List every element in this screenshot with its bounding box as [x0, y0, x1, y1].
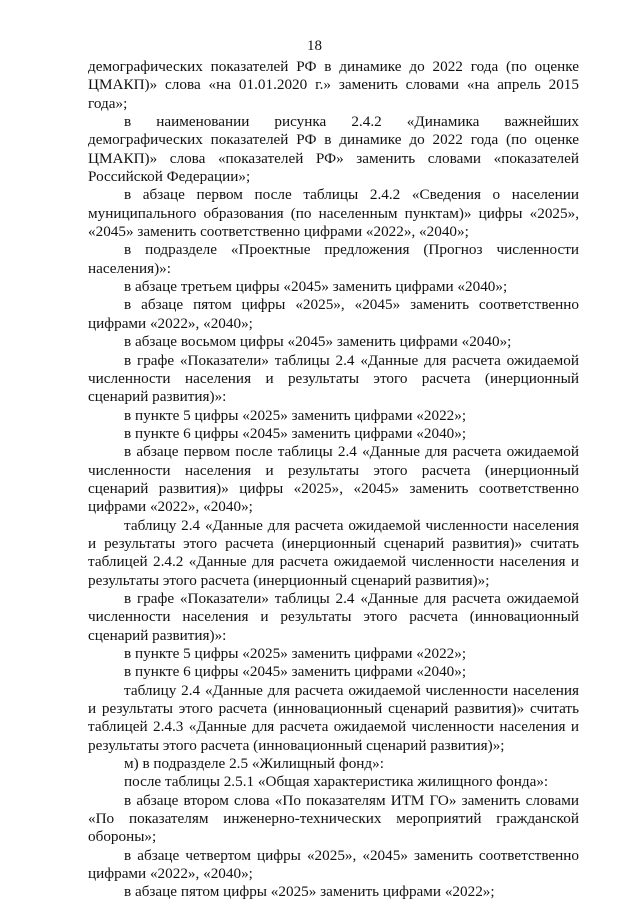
- paragraph-13: в графе «Показатели» таблицы 2.4 «Данные для расчета ожидаемой численности населения и результаты этого расчета (инновационный сценарий развития)»:: [88, 589, 579, 644]
- paragraph-3: в абзаце первом после таблицы 2.4.2 «Сведения о населении муниципального образования (по населенным пунктам)» цифры «2025», «2045» заменить соответственно цифрами «2022», «2040»;: [88, 186, 579, 241]
- paragraph-10: в пункте 6 цифры «2045» заменить цифрами «2040»;: [124, 424, 467, 442]
- paragraph-16: таблицу 2.4 «Данные для расчета ожидаемой численности населения и результаты этого расчета (инновационный сценарий развития)» считать таблицей 2.4.3 «Данные для расчета ожидаемой численности населения и результаты этого расчета (инновационный сценарий развития)»;: [88, 681, 579, 754]
- paragraph-7: в абзаце восьмом цифры «2045» заменить цифрами «2040»;: [124, 333, 512, 351]
- paragraph-20: в абзаце четвертом цифры «2025», «2045» заменить соответственно цифрами «2022», «2040»;: [88, 846, 579, 883]
- paragraph-6: в абзаце пятом цифры «2025», «2045» заменить соответственно цифрами «2022», «2040»;: [88, 296, 579, 332]
- paragraph-1: демографических показателей РФ в динамике до 2022 года (по оценке ЦМАКП)» слова «на 01.01.2020 г.» заменить словами «на апрель 2015 года»;: [88, 58, 579, 112]
- page-number: 18: [307, 38, 322, 54]
- paragraph-4: в подразделе «Проектные предложения (Прогноз численности населения)»:: [88, 241, 579, 277]
- paragraph-2: в наименовании рисунка 2.4.2 «Динамика важнейших демографических показателей РФ в динамике до 2022 года (по оценке ЦМАКП)» слова «показателей РФ» заменить словами «показателей Российской Федерации»;: [88, 113, 579, 186]
- paragraph-12: таблицу 2.4 «Данные для расчета ожидаемой численности населения и результаты этого расчета (инерционный сценарий развития)» считать таблицей 2.4.2 «Данные для расчета ожидаемой численности населения и результаты этого расчета (инерционный сценарий развития)»;: [88, 516, 579, 589]
- paragraph-11: в абзаце первом после таблицы 2.4 «Данные для расчета ожидаемой численности населения и результаты этого расчета (инерционный сценарий развития)» цифры «2025», «2045» заменить соответственно цифрами «2022», «2040»;: [88, 443, 579, 516]
- paragraph-9: в пункте 5 цифры «2025» заменить цифрами «2022»;: [124, 406, 467, 424]
- paragraph-19: в абзаце втором слова «По показателям ИТМ ГО» заменить словами «По показателям инженерно-технических мероприятий гражданской обороны»;: [88, 791, 579, 846]
- paragraph-15: в пункте 6 цифры «2045» заменить цифрами «2040»;: [124, 663, 467, 681]
- paragraph-14: в пункте 5 цифры «2025» заменить цифрами «2022»;: [124, 645, 467, 662]
- paragraph-17: м) в подразделе 2.5 «Жилищный фонд»:: [124, 755, 384, 773]
- paragraph-21: в абзаце пятом цифры «2025» заменить цифрами «2022»;: [124, 883, 495, 901]
- paragraph-18: после таблицы 2.5.1 «Общая характеристика жилищного фонда»:: [124, 773, 549, 791]
- document-body: [88, 58, 579, 902]
- paragraph-8: в графе «Показатели» таблицы 2.4 «Данные для расчета ожидаемой численности населения и результаты этого расчета (инерционный сценарий развития)»:: [88, 351, 579, 406]
- paragraph-5: в абзаце третьем цифры «2045» заменить цифрами «2040»;: [124, 278, 508, 296]
